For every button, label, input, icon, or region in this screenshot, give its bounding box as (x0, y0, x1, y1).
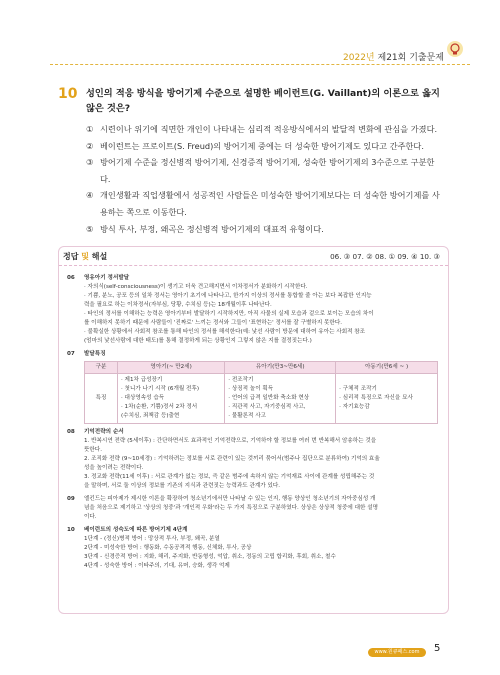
explanation-title: 기억전략의 순서 (84, 429, 124, 435)
cell-line: · 상징적 놀이 획득 (228, 386, 274, 392)
explanation-line: 념을 처음으로 제기하고 '상상의 청중'과 '개인적 우화'라는 두 가지 특징으로 구분하였다. 상상은 상상적 청중에 대한 설명 (84, 505, 378, 511)
table-header: 아동기(만6세 ~ ) (336, 362, 438, 374)
option-2[interactable] (86, 138, 444, 155)
explanation-line: · 타인의 정서를 이해하는 능력은 영아기부터 발달하기 시작하지만, 아직 사물의 실제 모습과 겉으로 보이는 모습의 차이 (84, 311, 374, 317)
explanation-line: 3단계 - 신경증적 방어 : 지화, 해리, 주지화, 반동형성, 억압, 취소, 정동의 고립 합리화, 후회, 취소, 철수 (84, 554, 336, 560)
explanation-line: · 기쁨, 분노, 공포 등의 일차 정서는 영아기 초기에 나타나고, 한가지 이상의 정서를 통합할 줄 아는 보다 복잡한 인지능 (84, 293, 372, 299)
explanation-line: 엘킨드는 피아제가 제시한 이론을 확장하여 청소년기에서만 나타날 수 있는 인지, 행동 양상인 청소년기의 자아중심성 개 (84, 496, 376, 502)
cell-line: · 제1차 급성장기 (121, 377, 163, 383)
option-text: 방어기제 수준을 정신병적 방어기제, 신경증적 방어기제, 성숙한 방어기제의 3수준으로 구분한다. (100, 157, 435, 184)
explanation-line: 1. 반복시연 전략 (5세이후) : 간단하면서도 효과적인 기억전략으로, 기억하야 할 정보를 여러 번 반복해서 암송하는 것을 (84, 438, 377, 444)
explanation-line: 력을 필요로 하는 이차정서(자부심, 당황, 수치심 등)는 18개월이후 나타난다. (84, 302, 272, 308)
explanation-line: 3. 정교화 전략(11세 이후) : 서로 관계가 없는 정보, 즉 같은 범주에 속하지 않는 기억재료 사이에 관계를 성립해주는 것 (84, 474, 375, 480)
option-list (86, 121, 444, 237)
table-header-row (85, 362, 438, 374)
explanation-09 (67, 495, 438, 522)
table-cell (225, 374, 336, 424)
table-row-label: 특징 (85, 374, 118, 424)
explanation-title: 베이런트의 성숙도에 따른 방어기제 4단계 (84, 527, 188, 533)
explanation-line: 을 말하며, 서로 둘 이상의 정보를 기존의 지식과 관련짓는 능력과도 관계가 있다. (84, 483, 281, 489)
option-text: 방식 투사, 부정, 왜곡은 정신병적 방어기제의 대표적 유형이다. (100, 223, 324, 234)
explanation-line: (엄마의 낯선사람에 대한 태도)를 통해 결정하게 되는 상황인지 그렇지 않은 지를 결정짓는다.) (84, 338, 312, 344)
option-text: 개인생활과 직업생활에서 성공적인 사람들은 미성숙한 방어기제보다는 더 성숙한 방어기제를 사용하는 쪽으로 이동한다. (100, 190, 440, 217)
cell-line: · 전조작기 (228, 377, 254, 383)
option-text: 시련이나 위기에 직면한 개인이 나타내는 심리적 적응방식에서의 발달적 변화에 관심을 가졌다. (100, 124, 438, 134)
explanation-line: 를 이해하지 못하기 때문에 사람들이 '진짜로' 느끼는 정서와 그들이 '표현하는' 정서를 잘 구별하지 못한다. (84, 320, 342, 326)
explanation-line: 성을 높이려는 전략이다. (84, 465, 144, 471)
answer-explanation-box (58, 246, 449, 614)
cell-line: (수치심, 죄책감 등)출현 (121, 413, 180, 419)
page-number: 5 (434, 643, 441, 654)
answer-body (59, 266, 448, 571)
option-5[interactable] (86, 221, 444, 238)
table-header: 구분 (85, 362, 118, 374)
cell-line: · 첫니가 나기 시작 (6개월 전후) (121, 386, 200, 392)
explanation-line: 2. 조직화 전략 (9~10세경) : 기억하려는 정보를 서로 관련이 있는 것끼리 묶어서(범주나 집단으로 분류하여) 기억의 효율 (84, 456, 380, 462)
option-number: ① (86, 124, 94, 134)
option-number: ④ (86, 190, 94, 201)
option-number: ② (86, 140, 94, 151)
answer-label-amp: 및 (81, 252, 89, 261)
cell-line: · 언어의 급격 일반화 축소화 현상 (228, 395, 310, 401)
explanation-number: 07 (67, 351, 75, 357)
cell-line: · 직관적 사고, 자기중심적 사고, (228, 404, 306, 410)
explanation-number: 10 (67, 527, 75, 533)
table-row (85, 374, 438, 424)
development-table (84, 361, 438, 424)
question-text: 성인의 적응 방식을 방어기제 수준으로 설명한 베이런트(G. Vaillant)의 이론으로 옳지 않은 것은? (86, 88, 440, 114)
explanation-10 (67, 526, 438, 571)
cell-line: · 대상영속성 습득 (121, 395, 165, 401)
cell-line: · 자기효능감 (339, 404, 370, 410)
header-exam: 제21회 기출문제 (377, 53, 444, 63)
explanation-title: 발달특징 (84, 351, 106, 357)
explanation-number: 08 (67, 429, 75, 435)
cell-line: · 심리적 특징으로 자신을 묘사 (339, 395, 413, 401)
header-divider (50, 64, 470, 65)
explanation-line: 1단계 - (정신)병적 방어 : 망상적 투사, 부정, 왜곡, 분열 (84, 536, 220, 542)
table-header: 영아기(~ 만2세) (118, 362, 225, 374)
option-4[interactable] (86, 187, 444, 220)
explanation-06 (67, 274, 438, 346)
answer-label (63, 251, 107, 262)
option-1[interactable] (86, 121, 444, 138)
question-number: 10 (58, 86, 78, 102)
cell-line: · 물활론적 사고 (228, 413, 267, 419)
explanation-line: 2단계 - 미성숙한 방어 : 행동화, 수동공격적 행동, 신체화, 투사, 공상 (84, 545, 252, 551)
explanation-title: 영유아기 정서발달 (84, 275, 130, 281)
answer-header (59, 247, 448, 266)
option-text: 베이런트는 프로이트(S. Freud)의 방어기제 중에는 더 성숙한 방어기제도 있다고 간주한다. (100, 140, 424, 151)
cell-line: · 구체적 조작기 (339, 386, 377, 392)
table-cell (118, 374, 225, 424)
explanation-line: · 불확실한 상황에서 사회적 참조를 통해 타인의 정서를 해석한다(예: 낯선 사람이 방문에 대하여 유아는 사회적 참조 (84, 329, 366, 335)
answer-label-b: 해설 (91, 252, 108, 261)
explanation-line: · 자의식(self-consciousness)이 생기고 더욱 견고해지면서 이차정서가 분화하기 시작한다. (84, 284, 308, 290)
table-cell (336, 374, 438, 424)
explanation-line: 이다. (84, 514, 97, 520)
option-3[interactable] (86, 154, 444, 187)
explanation-number: 06 (67, 275, 75, 281)
table-header: 유아기(만3~만6세) (225, 362, 336, 374)
explanation-07 (67, 350, 438, 424)
header-year: 2022년 (343, 53, 375, 63)
option-number: ③ (86, 157, 94, 168)
lightbulb-icon (446, 40, 464, 58)
option-number: ⑤ (86, 223, 94, 234)
explanation-line: 4단계 - 성숙한 방어 : 이타주의, 기대, 유머, 승화, 생각 억제 (84, 563, 230, 569)
explanation-number: 09 (67, 496, 75, 502)
header-title (343, 50, 444, 63)
explanation-08 (67, 428, 438, 491)
site-url[interactable]: www.원큐패스.com (368, 648, 426, 657)
answer-keys: 06. ③ 07. ② 08. ① 09. ④ 10. ③ (330, 252, 440, 261)
answer-label-a: 정답 (63, 252, 79, 261)
cell-line: · 1차(순환, 기쁨)정서 2차 정서 (121, 404, 198, 410)
explanation-line: 뜻한다. (84, 447, 102, 453)
